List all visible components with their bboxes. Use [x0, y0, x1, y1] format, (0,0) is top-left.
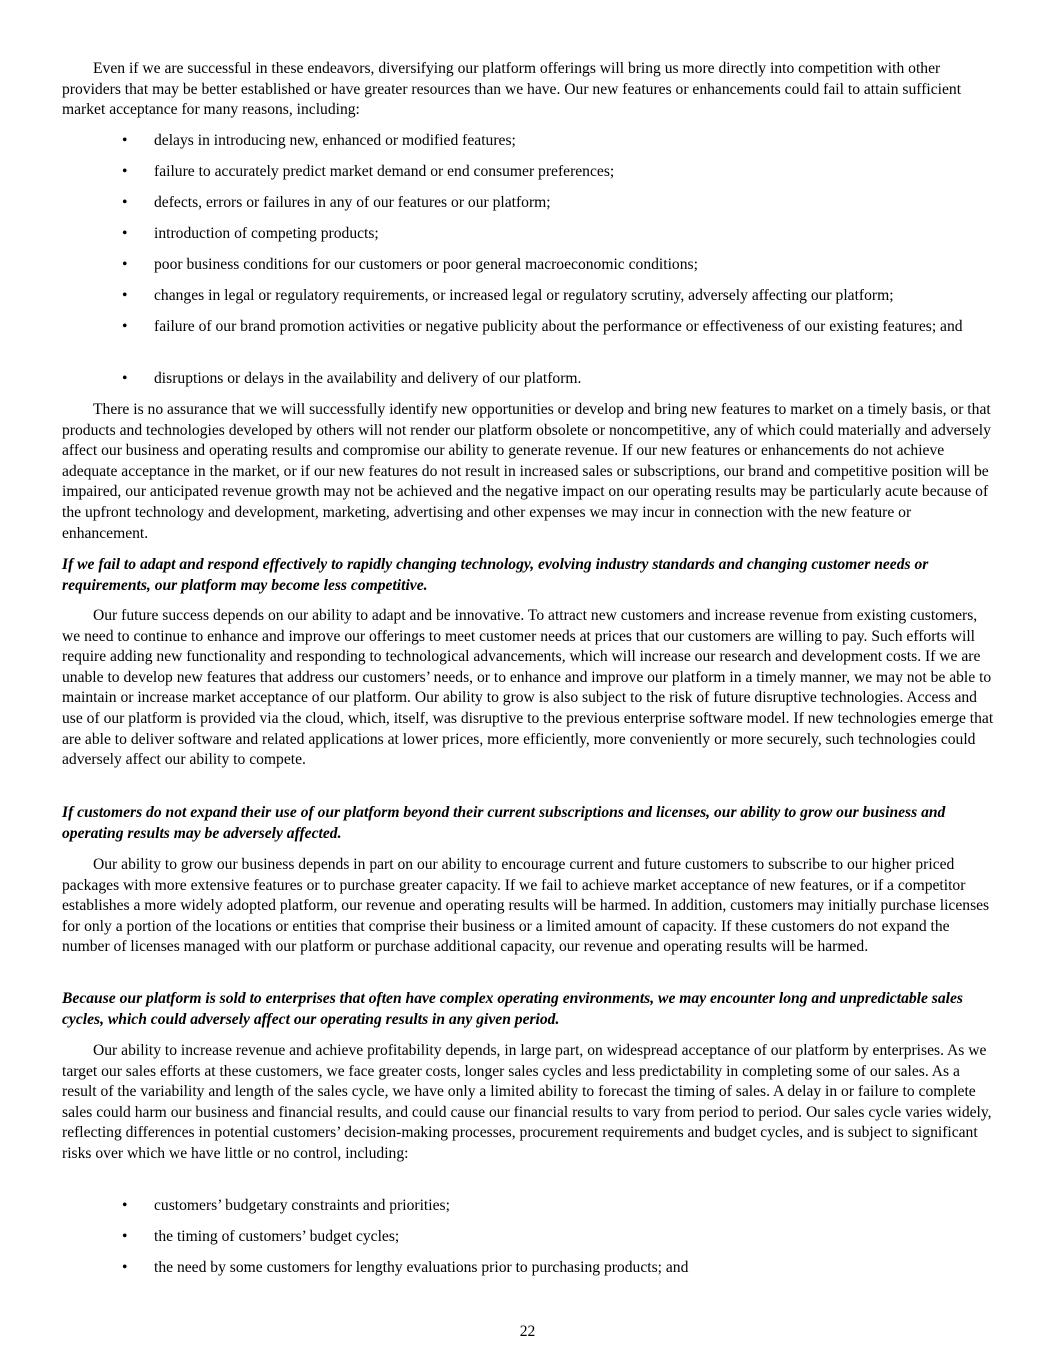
list-item: [122, 1227, 992, 1248]
list-item-text: the timing of customers’ budget cycles;: [154, 1228, 400, 1245]
bullet-icon: •: [122, 1197, 128, 1214]
list-item-text: customers’ budgetary constraints and priorities;: [154, 1197, 450, 1214]
bullet-icon: •: [122, 318, 128, 335]
expand-paragraph: Our ability to grow our business depends in part on our ability to encourage current and future customers to subscribe to our higher priced packages with more extensive features or to purchase greater capacity. If we fail to achieve market acceptance of new features, or if a competitor establishes a more widely adopted platform, our revenue and operating results will be harmed. In addition, customers may initially purchase licenses for only a portion of the locations or entities that comprise their business or a limited amount of capacity. If these customers do not expand the number of licenses managed with our platform or purchase additional capacity, our revenue and operating results will be harmed.: [62, 856, 990, 956]
bullet-icon: •: [122, 370, 128, 387]
bullet-icon: •: [122, 225, 128, 242]
list-item: [122, 1196, 992, 1217]
bullet-icon: •: [122, 287, 128, 304]
list-item: [122, 224, 992, 245]
list-item-text: failure to accurately predict market demand or end consumer preferences;: [154, 163, 615, 180]
adapt-paragraph: Our future success depends on our ability to adapt and be innovative. To attract new customers and increase revenue from existing customers, we need to continue to enhance and improve our offerings to meet customer needs at prices that our customers are willing to pay. Such efforts will require adding new functionality and responding to technological advancements, which will increase our research and development costs. If we are unable to develop new features that address our customers’ needs, or to enhance and improve our platform in a timely manner, we may not be able to maintain or increase market acceptance of our platform. Our ability to grow is also subject to the risk of future disruptive technologies. Access and use of our platform is provided via the cloud, which, itself, was disruptive to the previous enterprise software model. If new technologies emerge that are able to deliver software and related applications at lower prices, more efficiently, more conveniently or more securely, such technologies could adversely affect our ability to compete.: [62, 607, 994, 769]
list-item: [122, 131, 992, 152]
section-heading-sales: Because our platform is sold to enterprises that often have complex operating environments, we may encounter long and unpredictable sales cycles, which could adversely affect our operating results in any given period.: [62, 990, 963, 1028]
bullet-icon: •: [122, 256, 128, 273]
list-item-text: the need by some customers for lengthy evaluations prior to purchasing products; and: [154, 1259, 689, 1276]
list-item-text: introduction of competing products;: [154, 225, 379, 242]
intro-paragraph: Even if we are successful in these endeavors, diversifying our platform offerings will bring us more directly into competition with other providers that may be better established or have greater resources than we have. Our new features or enhancements could fail to attain sufficient market acceptance for many reasons, including:: [62, 60, 962, 119]
list-item-text: failure of our brand promotion activities or negative publicity about the performance or effectiveness of our existing features; and: [154, 318, 963, 335]
list-item: [122, 255, 992, 276]
list-item-text: changes in legal or regulatory requirements, or increased legal or regulatory scrutiny, adversely affecting our platform;: [154, 287, 894, 304]
sales-paragraph: Our ability to increase revenue and achieve profitability depends, in large part, on widespread acceptance of our platform by enterprises. As we target our sales efforts at these customers, we face greater costs, longer sales cycles and less predictability in completing some of our sales. As a result of the variability and length of the sales cycle, we have only a limited ability to forecast the timing of sales. A delay in or failure to complete sales could harm our business and financial results, and could cause our financial results to vary from period to period. Our sales cycle varies widely, reflecting differences in potential customers’ decision-making processes, procurement requirements and budget cycles, and is subject to significant risks over which we have little or no control, including:: [62, 1042, 992, 1162]
list-item: [122, 1258, 992, 1279]
list-item: [122, 162, 992, 183]
bullet-icon: •: [122, 132, 128, 149]
list-item-text: poor business conditions for our customers or poor general macroeconomic conditions;: [154, 256, 698, 273]
bullet-icon: •: [122, 163, 128, 180]
section-heading-expand: If customers do not expand their use of our platform beyond their current subscriptions and licenses, our ability to grow our business and operating results may be adversely affected.: [62, 804, 946, 842]
bullet-icon: •: [122, 1259, 128, 1276]
list-item-text: defects, errors or failures in any of our features or our platform;: [154, 194, 551, 211]
list-item: [122, 193, 992, 214]
bullet-icon: •: [122, 194, 128, 211]
list-item: [122, 286, 992, 307]
list-item: [122, 369, 992, 390]
list-item-text: delays in introducing new, enhanced or modified features;: [154, 132, 516, 149]
section-heading-adapt: If we fail to adapt and respond effectively to rapidly changing technology, evolving industry standards and changing customer needs or requirements, our platform may become less competitive.: [62, 556, 929, 594]
page-number: 22: [519, 1323, 536, 1340]
list-item: [122, 317, 992, 338]
list-item-text: disruptions or delays in the availability and delivery of our platform.: [154, 370, 582, 387]
bullet-icon: •: [122, 1228, 128, 1245]
assurance-paragraph: There is no assurance that we will successfully identify new opportunities or develop and bring new features to market on a timely basis, or that products and technologies developed by others will not render our platform obsolete or noncompetitive, any of which could materially and adversely affect our business and operating results and compromise our ability to generate revenue. If our new features or enhancements do not achieve adequate acceptance in the market, or if our new features do not result in increased sales or subscriptions, our brand and competitive position will be impaired, our anticipated revenue growth may not be achieved and the negative impact on our operating results may be particularly acute because of the upfront technology and development, marketing, advertising and other expenses we may incur in connection with the new feature or enhancement.: [62, 401, 991, 542]
